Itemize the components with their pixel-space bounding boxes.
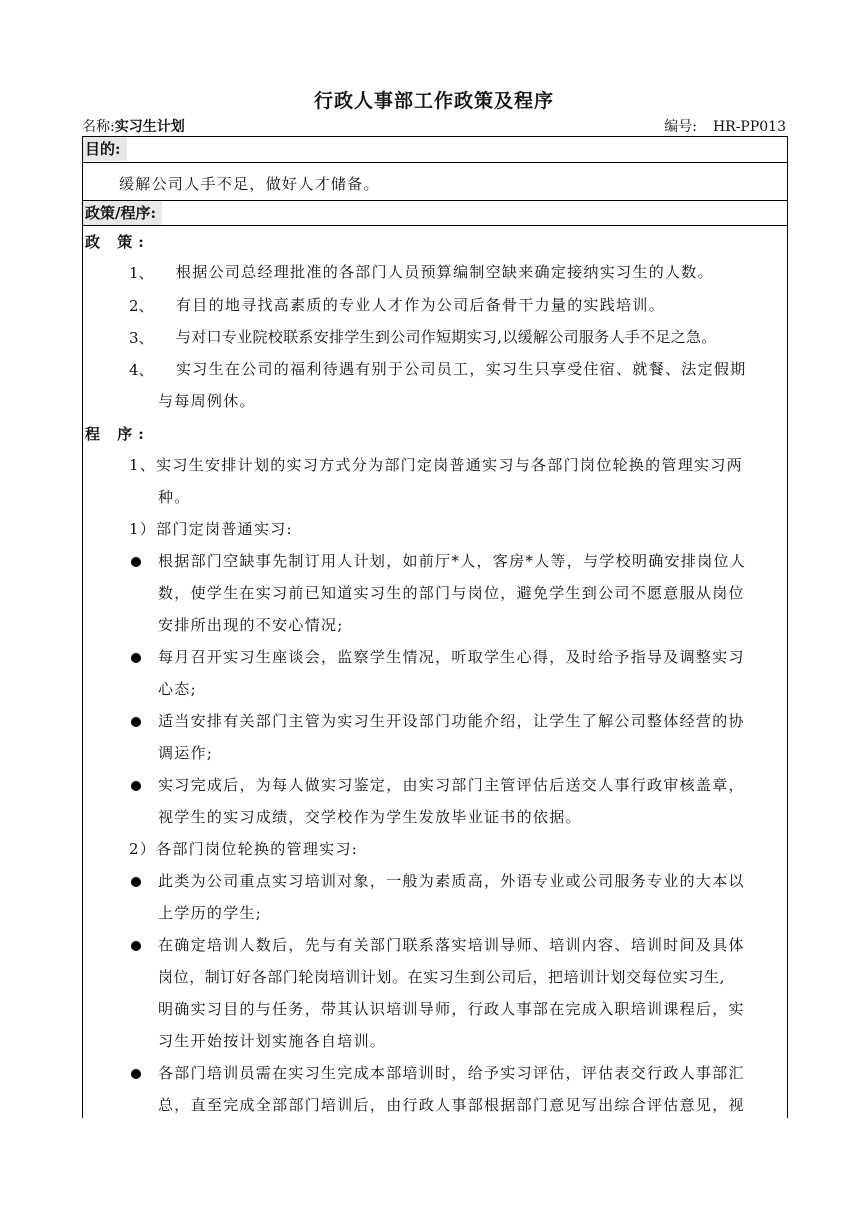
bullet-icon <box>131 1069 141 1079</box>
bullet-icon <box>131 781 141 791</box>
bullet-text: 心态; <box>158 680 197 698</box>
policy-item-number: 3、 <box>129 329 154 347</box>
bullet-text: 安排所出现的不安心情况; <box>158 616 344 634</box>
name-label: 名称: <box>82 119 115 135</box>
bullet-text: 实习完成后，为每人做实习鉴定，由实习部门主管评估后送交人事行政审核盖章， <box>158 776 745 794</box>
bullet-icon <box>131 941 141 951</box>
procedure-intro: 1、实习生安排计划的实习方式分为部门定岗普通实习与各部门岗位轮换的管理实习两 <box>129 456 743 474</box>
procedure-part1-heading: 1）部门定岗普通实习: <box>129 520 293 538</box>
policy-item-text: 根据公司总经理批准的各部门人员预算编制空缺来确定接纳实习生的人数。 <box>176 263 714 281</box>
policy-item-text: 与对口专业院校联系安排学生到公司作短期实习,以缓解公司服务人手不足之急。 <box>176 328 717 346</box>
document-name <box>82 116 185 136</box>
policy-item-text: 实习生在公司的福利待遇有别于公司员工，实习生只享受住宿、就餐、法定假期 <box>176 360 747 378</box>
bullet-text: 视学生的实习成绩，交学校作为学生发放毕业证书的依据。 <box>158 808 582 826</box>
document-meta <box>82 116 786 136</box>
procedure-part2-heading: 2）各部门岗位轮换的管理实习: <box>129 840 359 858</box>
code-value: HR-PP013 <box>712 119 786 135</box>
name-value: 实习生计划 <box>114 119 185 135</box>
bullet-text: 明确实习目的与任务，带其认识培训导师，行政人事部在完成入职培训课程后，实 <box>158 1000 745 1018</box>
bullet-text: 在确定培训人数后，先与有关部门联系落实培训导师、培训内容、培训时间及具体 <box>158 936 745 954</box>
bullet-text: 此类为公司重点实习培训对象，一般为素质高，外语专业或公司服务专业的大本以 <box>158 872 745 890</box>
bullet-icon <box>131 717 141 727</box>
bullet-text: 适当安排有关部门主管为实习生开设部门功能介绍，让学生了解公司整体经营的协 <box>158 712 745 730</box>
policy-item-text: 与每周例休。 <box>158 392 256 410</box>
bullet-text: 习生开始按计划实施各自培训。 <box>158 1032 387 1050</box>
code-label: 编号: <box>664 119 697 135</box>
policy-item-number: 2、 <box>129 297 154 315</box>
policy-document-box <box>82 136 788 1118</box>
procedure-heading: 程 序: <box>85 425 150 443</box>
bullet-icon <box>131 557 141 567</box>
policy-item-number: 4、 <box>129 361 154 379</box>
bullet-text: 岗位，制订好各部门轮岗培训计划。在实习生到公司后，把培训计划交每位实习生, <box>158 968 725 986</box>
bullet-icon <box>131 653 141 663</box>
bullet-text: 总，直至完成全部部门培训后，由行政人事部根据部门意见写出综合评估意见，视 <box>158 1096 745 1114</box>
bullet-text: 调运作; <box>158 744 214 762</box>
document-code <box>664 116 786 136</box>
page-title: 行政人事部工作政策及程序 <box>313 90 554 112</box>
bullet-text: 各部门培训员需在实习生完成本部培训时，给予实习评估，评估表交行政人事部汇 <box>158 1064 745 1082</box>
policy-item-text: 有目的地寻找高素质的专业人才作为公司后备骨干力量的实践培训。 <box>176 296 666 314</box>
policy-heading: 政 策: <box>85 233 150 251</box>
policy-item-number: 1、 <box>129 264 154 282</box>
divider <box>83 225 787 226</box>
divider <box>83 162 787 163</box>
bullet-text: 上学历的学生; <box>158 904 263 922</box>
bullet-text: 数，使学生在实习前已知道实习生的部门与岗位，避免学生到公司不愿意服从岗位 <box>158 584 745 602</box>
bullet-text: 每月召开实习生座谈会，监察学生情况，听取学生心得，及时给予指导及调整实习 <box>158 648 745 666</box>
purpose-text: 缓解公司人手不足，做好人才储备。 <box>119 175 380 193</box>
purpose-heading: 目的: <box>83 137 787 161</box>
bullet-icon <box>131 877 141 887</box>
bullet-text: 根据部门空缺事先制订用人计划，如前厅*人，客房*人等，与学校明确安排岗位人 <box>158 552 747 570</box>
procedure-intro: 种。 <box>158 488 191 506</box>
policy-procedure-heading: 政策/程序: <box>83 201 787 225</box>
